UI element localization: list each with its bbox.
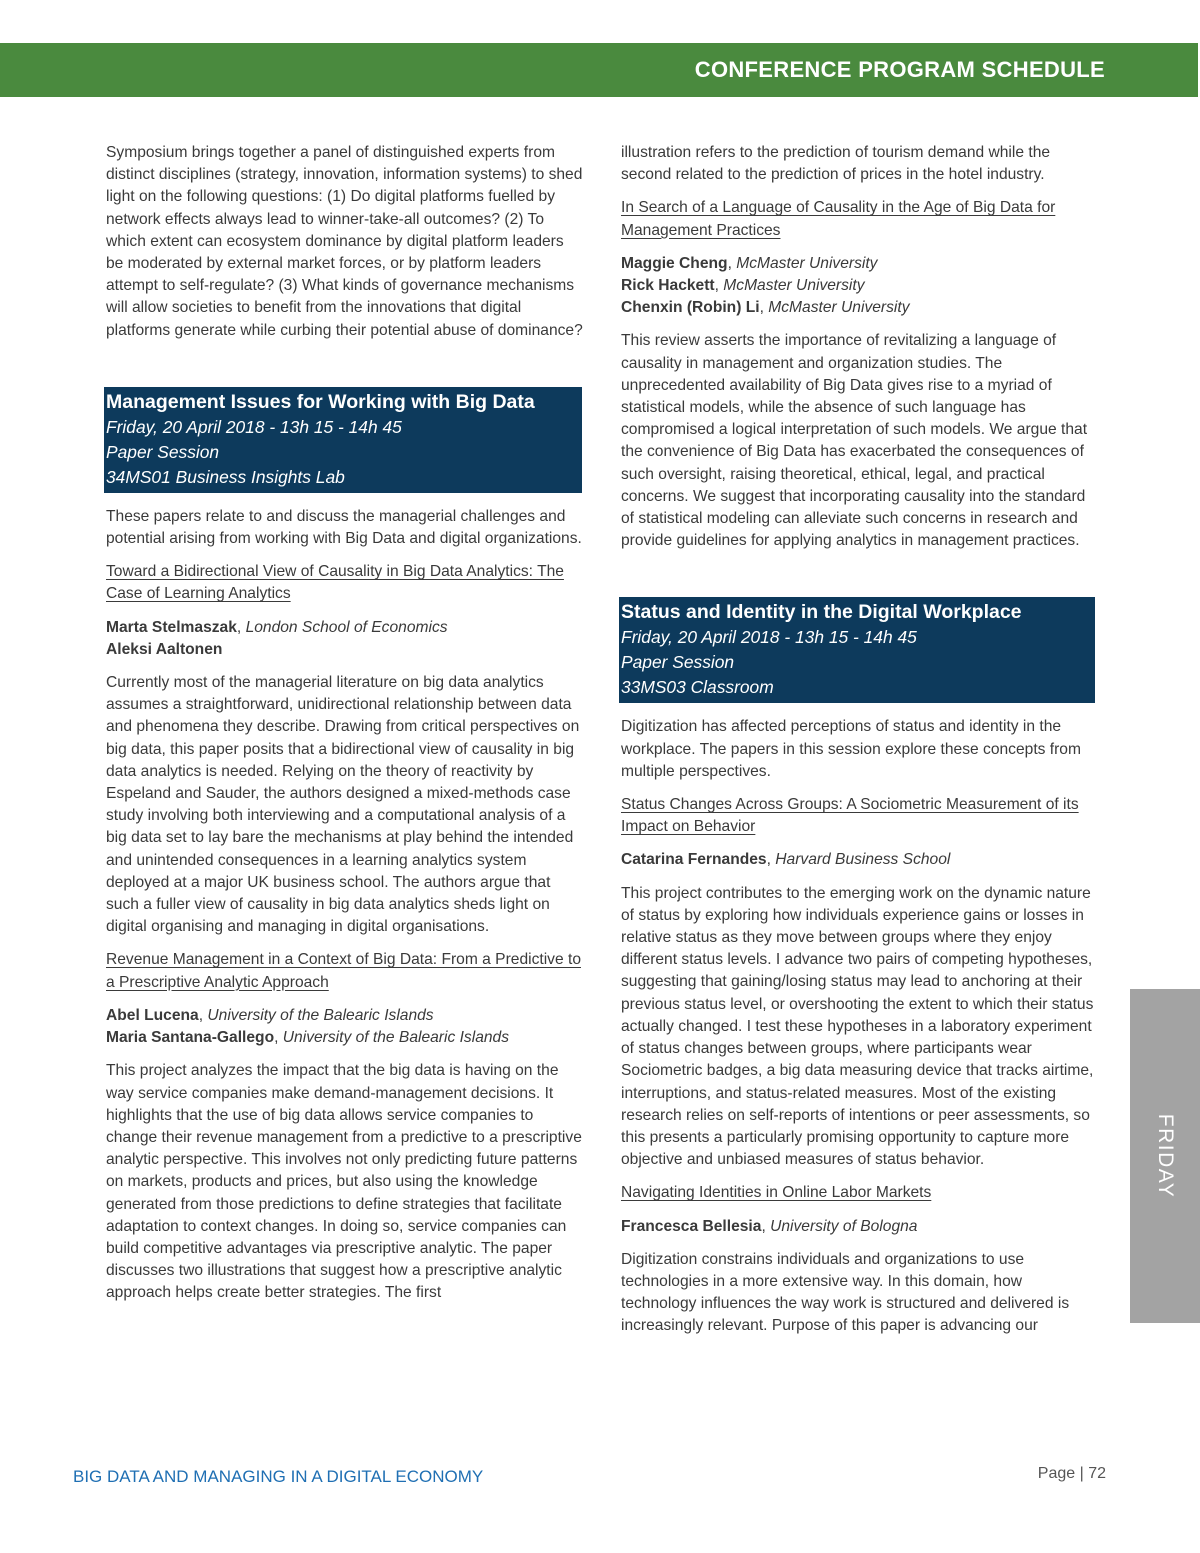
- paper-abstract: Digitization constrains individuals and organizations to use technologies in a more extensive way. In this domain, how technology influences the way work is structured and delivered is increasingly relevant. Purpose of this paper is advancing our: [621, 1250, 1070, 1335]
- abstract-continuation: illustration refers to the prediction of tourism demand while the second related to the prediction of prices in the hotel industry.: [621, 144, 1051, 184]
- paper-title: In Search of a Language of Causality in the Age of Big Data for Management Practices: [621, 199, 1056, 239]
- author-affiliation: University of the Balearic Islands: [207, 1006, 434, 1024]
- author-name: Maria Santana-Gallego: [106, 1029, 275, 1047]
- author: Abel Lucena, University of the Balearic Islands: [106, 1006, 434, 1024]
- author-list: [621, 849, 1099, 871]
- author: [106, 639, 584, 661]
- author-name: Francesca Bellesia: [621, 1217, 762, 1235]
- author: Maria Santana-Gallego, University of the Balearic Islands: [106, 1029, 510, 1047]
- intro-paragraph: Symposium brings together a panel of distinguished experts from distinct disciplines (strategy, innovation, information systems) to shed light on the following questions: (1) Do digital platforms fuelled by network effects always lead to winner-take-all outcomes? (2) To which extent can ecosystem dominance by digital platform leaders be moderated by external market forces, or by platform leaders attempt to self-regulate? (3) What kinds of governance mechanisms will allow societies to benefit from the innovations that digital platforms generate while curbing their potential abuse of dominance?: [106, 144, 583, 339]
- author: Maggie Cheng, McMaster University: [621, 254, 878, 272]
- paper-title: Status Changes Across Groups: A Sociometric Measurement of its Impact on Behavior: [621, 796, 1079, 836]
- author: Francesca Bellesia, University of Bologna: [621, 1217, 918, 1235]
- day-side-tab: [1130, 989, 1200, 1323]
- session-title: Management Issues for Working with Big Data: [106, 390, 535, 413]
- header-banner: [0, 43, 1198, 97]
- author-affiliation: McMaster University: [723, 277, 865, 295]
- author-name: Abel Lucena: [106, 1006, 199, 1024]
- paper-title: Toward a Bidirectional View of Causality in Big Data Analytics: The Case of Learning Analytics: [106, 563, 564, 603]
- author-list: [106, 1005, 584, 1049]
- author-name: Aleksi Aaltonen: [106, 640, 223, 658]
- author-list: [621, 253, 1099, 320]
- header-title: CONFERENCE PROGRAM SCHEDULE: [694, 57, 1105, 82]
- author-affiliation: University of Bologna: [770, 1217, 918, 1235]
- author: Catarina Fernandes, Harvard Business School: [621, 851, 951, 869]
- author-affiliation: London School of Economics: [245, 618, 448, 636]
- author-list: [106, 617, 584, 661]
- page-number: Page | 72: [1037, 1465, 1106, 1482]
- session-description: These papers relate to and discuss the managerial challenges and potential arising from working with Big Data and digital organizations.: [106, 507, 582, 548]
- paper-abstract: This project analyzes the impact that the big data is having on the way service companies make demand-management decisions. It highlights that the use of big data allows service companies to change their revenue management from a predictive to a prescriptive analytic perspective. This involves not only predicting future patterns on markets, products and prices, but also using the knowledge generated from those predictions to define strategies that facilitate adaptation to context changes. In doing so, service companies can build competitive advantages via prescriptive analytic. The paper discusses two illustrations that suggest how a prescriptive analytic approach helps create better strategies. The first: [106, 1062, 582, 1302]
- paper-abstract: This project contributes to the emerging work on the dynamic nature of status by exploring how individuals experience gains or losses in relative status as they move between groups where they enjoy different status levels. I advance two pairs of competing hypotheses, suggesting that gaining/losing status may lead to anchoring at their previous status level, or overshooting the extent to which their status actually changed. I test these hypotheses in a laboratory experiment of status changes between groups, where participants wear Sociometric badges, a big data measuring device that tracks airtime, interruptions, and status-related measures. Most of the existing research relies on self-reports of intentions or peer assessments, so this presents a particularly promising opportunity to capture more objective and unbiased measures of status behavior.: [621, 884, 1094, 1169]
- author-name: Rick Hackett: [621, 277, 715, 295]
- paper-abstract: Currently most of the managerial literature on big data analytics assumes a straightforward, unidirectional relationship between data and phenomena they describe. Drawing from critical perspectives on big data, this paper posits that a bidirectional view of causality in big data analytics is needed. Relying on the theory of reactivity by Espeland and Sauder, the authors designed a mixed-methods case study involving both interviewing and a computational analysis of a big data set to lay bare the mechanisms at play behind the intended and unintended consequences in a learning analytics system deployed at a major UK business school. The authors argue that such a fuller view of causality in big data analytics sheds light on digital organising and managing in digital organisations.: [106, 674, 580, 936]
- session-title: Status and Identity in the Digital Workplace: [621, 601, 1022, 624]
- author: Rick Hackett, McMaster University: [621, 277, 865, 295]
- session-type: Paper Session: [621, 652, 735, 673]
- author-name: Chenxin (Robin) Li: [621, 299, 760, 317]
- author-affiliation: McMaster University: [736, 254, 878, 272]
- right-column: [621, 142, 1099, 1349]
- author-affiliation: University of the Balearic Islands: [282, 1029, 510, 1047]
- author-name: Catarina Fernandes: [621, 851, 767, 869]
- session-datetime: Friday, 20 April 2018 - 13h 15 - 14h 45: [621, 627, 917, 648]
- session-header-status-identity: [619, 597, 1095, 703]
- author-name: Maggie Cheng: [621, 254, 728, 272]
- author: Marta Stelmaszak, London School of Economics: [106, 618, 448, 636]
- day-side-tab-label: FRIDAY: [1154, 1113, 1177, 1199]
- session-header-management-issues: [104, 387, 582, 493]
- author-affiliation: Harvard Business School: [775, 851, 951, 869]
- left-column: [106, 142, 584, 1316]
- author-affiliation: McMaster University: [768, 299, 910, 317]
- session-room: 34MS01 Business Insights Lab: [106, 466, 345, 487]
- session-datetime: Friday, 20 April 2018 - 13h 15 - 14h 45: [106, 416, 402, 437]
- session-description: Digitization has affected perceptions of status and identity in the workplace. The papers in this session explore these concepts from multiple perspectives.: [621, 718, 1081, 780]
- paper-abstract: This review asserts the importance of revitalizing a language of causality in management and organization studies. The unprecedented availability of Big Data gives rise to a myriad of statistical models, while the absence of such language has compromised a logical interpretation of such models. We argue that the convenience of Big Data has exacerbated the consequences of such oversight, raising theoretical, ethical, legal, and practical concerns. We suggest that incorporating causality into the standard of statistical modeling can alleviate such concerns in research and provide guidelines for applying analytics in management practices.: [621, 332, 1088, 550]
- author-list: [621, 1216, 1099, 1238]
- author-name: Marta Stelmaszak: [106, 618, 237, 636]
- footer-publication-title: BIG DATA AND MANAGING IN A DIGITAL ECONOMY: [73, 1467, 484, 1486]
- session-type: Paper Session: [106, 441, 220, 462]
- session-room: 33MS03 Classroom: [621, 677, 774, 698]
- paper-title: Revenue Management in a Context of Big Data: From a Predictive to a Prescriptive Analytic Approach: [106, 951, 581, 991]
- paper-title: Navigating Identities in Online Labor Markets: [621, 1184, 932, 1202]
- author: Chenxin (Robin) Li, McMaster University: [621, 299, 910, 317]
